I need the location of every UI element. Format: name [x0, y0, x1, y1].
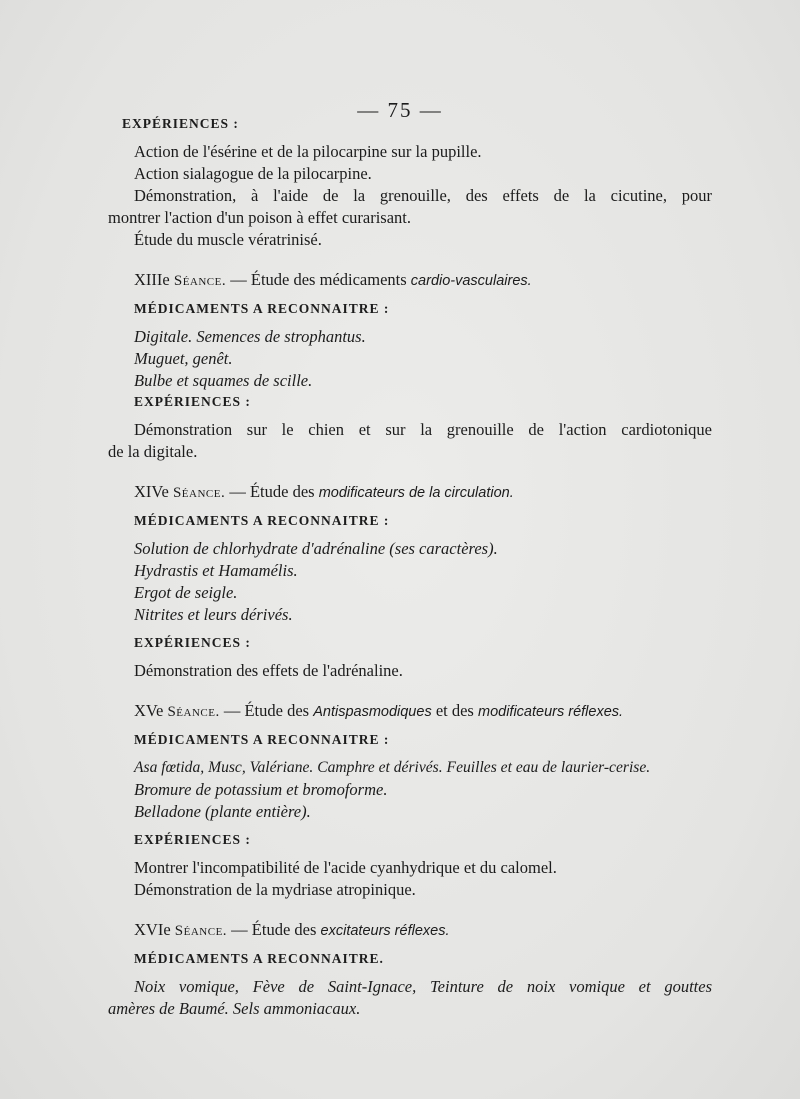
medicament-line: Asa fœtida, Musc, Valériane. Camphre et dérivés. Feuilles et eau de laurier-cerise. [134, 759, 651, 776]
medicament-line: Belladone (plante entière). [134, 802, 311, 821]
seance-13-title: XIIIe Séance. — Étude des médicaments cardio-vasculaires. [134, 270, 532, 289]
experience-line: Action sialagogue de la pilocarpine. [134, 164, 372, 183]
medicament-line: Muguet, genêt. [134, 349, 233, 368]
medicament-line: Nitrites et leurs dérivés. [134, 605, 293, 624]
seance-14-title: XIVe Séance. — Étude des modificateurs de la circulation. [134, 482, 514, 501]
experience-line: Démonstration, à l'aide de la grenouille, des effets de la cicutine, pour [134, 186, 712, 205]
page-number: — 75 — [357, 98, 443, 122]
medicament-line: Solution de chlorhydrate d'adrénaline (ses caractères). [134, 539, 498, 558]
medicament-line: Hydrastis et Hamamélis. [134, 561, 298, 580]
experiences-heading: EXPÉRIENCES : [134, 832, 251, 847]
experience-line: Montrer l'incompatibilité de l'acide cyanhydrique et du calomel. [134, 858, 557, 877]
experience-line: Démonstration sur le chien et sur la grenouille de l'action cardiotonique [134, 420, 712, 439]
seance-15-title: XVe Séance. — Étude des Antispasmodiques et des modificateurs réflexes. [134, 701, 624, 720]
medicament-line: amères de Baumé. Sels ammoniacaux. [108, 999, 361, 1018]
experiences-heading: EXPÉRIENCES : [122, 116, 239, 131]
experience-line: montrer l'action d'un poison à effet curarisant. [108, 208, 412, 227]
experience-line: Démonstration de la mydriase atropinique. [134, 880, 416, 899]
experience-line: Étude du muscle vératrinisé. [134, 230, 322, 249]
medicament-line: Digitale. Semences de strophantus. [134, 327, 366, 346]
experiences-heading: EXPÉRIENCES : [134, 635, 251, 650]
page-body [108, 114, 712, 1020]
medicaments-heading: MÉDICAMENTS A RECONNAITRE. [134, 951, 384, 966]
seance-16-title: XVIe Séance. — Étude des excitateurs réflexes. [134, 920, 450, 939]
medicament-line: Bulbe et squames de scille. [134, 371, 313, 390]
medicament-line: Bromure de potassium et bromoforme. [134, 780, 388, 799]
experience-line: Démonstration des effets de l'adrénaline. [134, 661, 403, 680]
medicament-line: Noix vomique, Fève de Saint-Ignace, Teinture de noix vomique et gouttes [134, 977, 712, 996]
experience-line: de la digitale. [108, 442, 198, 461]
medicament-line: Ergot de seigle. [134, 583, 238, 602]
medicaments-heading: MÉDICAMENTS A RECONNAITRE : [134, 732, 390, 747]
experiences-heading: EXPÉRIENCES : [134, 394, 251, 409]
medicaments-heading: MÉDICAMENTS A RECONNAITRE : [134, 513, 390, 528]
experience-line: Action de l'ésérine et de la pilocarpine sur la pupille. [134, 142, 482, 161]
medicaments-heading: MÉDICAMENTS A RECONNAITRE : [134, 301, 390, 316]
